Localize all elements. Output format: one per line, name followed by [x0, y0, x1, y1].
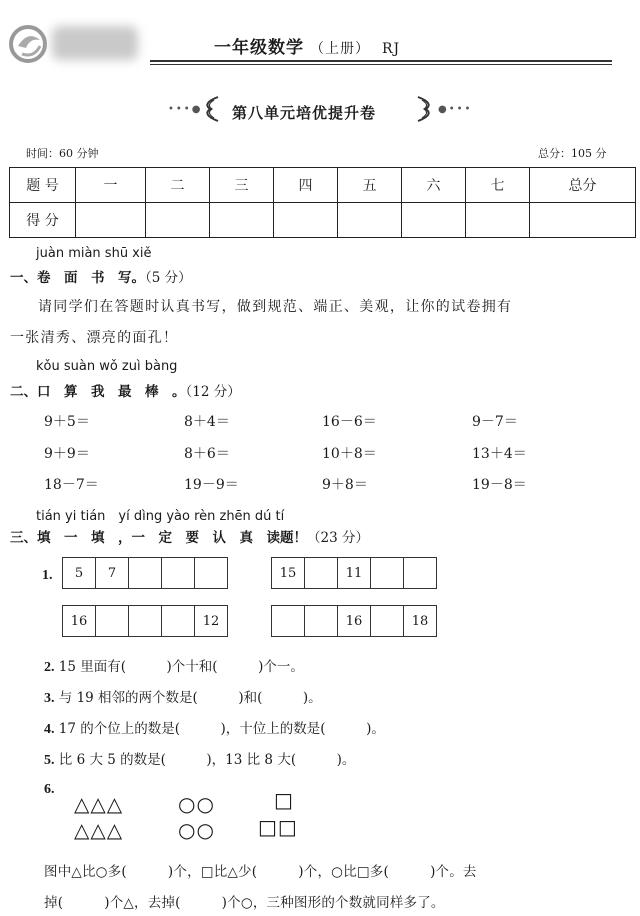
grid-cell[interactable] — [304, 605, 338, 637]
exam-total: 总分：105 分 — [538, 147, 607, 160]
exam-time: 时间：60 分钟 — [26, 147, 99, 160]
oral-calc-item[interactable]: 19－8＝ — [472, 477, 527, 493]
grid-cell[interactable] — [194, 557, 228, 589]
header-cell: 总分 — [530, 168, 636, 203]
grid-cell[interactable] — [271, 605, 305, 637]
grid-cell[interactable]: 12 — [194, 605, 228, 637]
q1-num: 1. — [42, 568, 53, 583]
section1-line1: 请同学们在答题时认真书写，做到规范、端正、美观，让你的试卷拥有 — [38, 299, 513, 315]
grid-cell[interactable]: 5 — [62, 557, 96, 589]
question-6 — [44, 781, 55, 798]
section1-title — [10, 266, 192, 286]
section1-heading: 一、卷 面 书 写。 — [10, 270, 145, 286]
section3-points: （23 分） — [307, 530, 369, 546]
score-cell[interactable] — [76, 203, 146, 238]
oral-calc-item[interactable]: 9－7＝ — [472, 414, 518, 430]
publisher-logo-icon — [8, 24, 48, 64]
oral-calc-item[interactable]: 18－7＝ — [44, 477, 99, 493]
score-cell[interactable] — [530, 203, 636, 238]
number-grid-2 — [271, 557, 437, 589]
grid-cell[interactable]: 11 — [337, 557, 371, 589]
grid-cell[interactable] — [403, 557, 437, 589]
section3-title — [10, 526, 369, 546]
section3-heading: 三、填 一 填 ，一 定 要 认 真 读题！ — [10, 530, 307, 546]
question-4 — [44, 717, 385, 738]
score-table — [9, 167, 636, 238]
q6-line1: 图中△比○多( )个，□比△少( )个，○比□多( )个。去 — [44, 864, 477, 880]
q5-text: 比 6 大 5 的数是( )，13 比 8 大( )。 — [58, 752, 356, 768]
triangles-row1: △△△ — [74, 792, 124, 816]
oral-calc-item[interactable]: 9＋5＝ — [44, 414, 90, 430]
score-cell[interactable] — [274, 203, 338, 238]
header-cell: 七 — [466, 168, 530, 203]
header-cell: 三 — [210, 168, 274, 203]
header-cell: 六 — [402, 168, 466, 203]
oral-calc-item[interactable]: 10＋8＝ — [322, 446, 377, 462]
header-cell: 一 — [76, 168, 146, 203]
q3-text: 与 19 相邻的两个数是( )和( )。 — [58, 690, 322, 706]
section2-title — [10, 380, 241, 400]
square-row1: □ — [274, 788, 294, 812]
banner-swirl-left-icon — [198, 95, 222, 123]
banner-dots-right: ●••• — [438, 104, 473, 115]
grid-cell[interactable]: 16 — [62, 605, 96, 637]
grid-cell[interactable]: 16 — [337, 605, 371, 637]
number-grid-3 — [62, 605, 228, 637]
q4-num: 4. — [44, 722, 55, 737]
header-rule — [150, 60, 612, 62]
banner-dots-left: •••● — [168, 104, 203, 115]
grid-cell[interactable]: 15 — [271, 557, 305, 589]
grid-cell[interactable] — [128, 605, 162, 637]
score-cell[interactable] — [466, 203, 530, 238]
banner-title: 第八单元培优提升卷 — [232, 104, 377, 122]
oral-calc-item[interactable]: 13＋4＝ — [472, 446, 527, 462]
grid-cell[interactable] — [304, 557, 338, 589]
section3-pinyin: tián yi tián yí dìng yào rèn zhēn dú tí — [36, 509, 285, 524]
score-cell[interactable] — [210, 203, 274, 238]
score-row — [10, 203, 636, 238]
question-5 — [44, 748, 355, 769]
grid-cell[interactable] — [128, 557, 162, 589]
circles-row2: ○○ — [178, 818, 215, 842]
section2-pinyin: kǒu suàn wǒ zuì bàng — [36, 359, 178, 374]
oral-calc-item[interactable]: 19－9＝ — [184, 477, 239, 493]
grid-cell[interactable] — [161, 605, 195, 637]
header-cell: 题 号 — [10, 168, 76, 203]
header-cell: 五 — [338, 168, 402, 203]
banner-swirl-right-icon — [414, 95, 438, 123]
subject-title: 一年级数学 — [214, 38, 304, 58]
q6-line2: 掉( )个△，去掉( )个○，三种图形的个数就同样多了。 — [44, 895, 445, 911]
blurred-brand — [52, 26, 138, 60]
q6-num: 6. — [44, 782, 55, 797]
question-2 — [44, 655, 304, 676]
score-cell[interactable] — [402, 203, 466, 238]
section1-pinyin: juàn miàn shū xiě — [36, 246, 152, 261]
grid-cell[interactable] — [161, 557, 195, 589]
question-3 — [44, 686, 322, 707]
edition: （上册） — [310, 41, 370, 57]
oral-calc-item[interactable]: 8＋4＝ — [184, 414, 230, 430]
score-cell[interactable] — [338, 203, 402, 238]
section2-heading: 二、口 算 我 最 棒 。 — [10, 384, 186, 400]
grid-cell[interactable] — [95, 605, 129, 637]
score-cell[interactable] — [146, 203, 210, 238]
q4-text: 17 的个位上的数是( )，十位上的数是( )。 — [58, 721, 385, 737]
squares-row2: □□ — [258, 815, 298, 839]
header-title — [214, 33, 400, 58]
version: RJ — [382, 41, 401, 57]
circles-row1: ○○ — [178, 792, 215, 816]
number-grid-1 — [62, 557, 228, 589]
header-rule-thin — [150, 64, 612, 65]
score-header-row — [10, 168, 636, 203]
q1-number — [42, 567, 53, 584]
q3-num: 3. — [44, 691, 55, 706]
section1-line2: 一张清秀、漂亮的面孔！ — [10, 330, 179, 346]
grid-cell[interactable] — [370, 605, 404, 637]
header-cell: 四 — [274, 168, 338, 203]
grid-cell[interactable]: 7 — [95, 557, 129, 589]
grid-cell[interactable] — [370, 557, 404, 589]
q2-num: 2. — [44, 660, 55, 675]
oral-calc-item[interactable]: 8＋6＝ — [184, 446, 230, 462]
triangles-row2: △△△ — [74, 818, 124, 842]
grid-cell[interactable]: 18 — [403, 605, 437, 637]
oral-calc-item[interactable]: 9＋9＝ — [44, 446, 90, 462]
number-grid-4 — [271, 605, 437, 637]
section2-points: （12 分） — [185, 384, 241, 400]
q2-text: 15 里面有( )个十和( )个一。 — [58, 659, 304, 675]
oral-calc-item[interactable]: 9＋8＝ — [322, 477, 368, 493]
score-label: 得 分 — [10, 203, 76, 238]
oral-calc-item[interactable]: 16－6＝ — [322, 414, 377, 430]
header-cell: 二 — [146, 168, 210, 203]
section1-points: （5 分） — [145, 270, 192, 286]
q5-num: 5. — [44, 753, 55, 768]
